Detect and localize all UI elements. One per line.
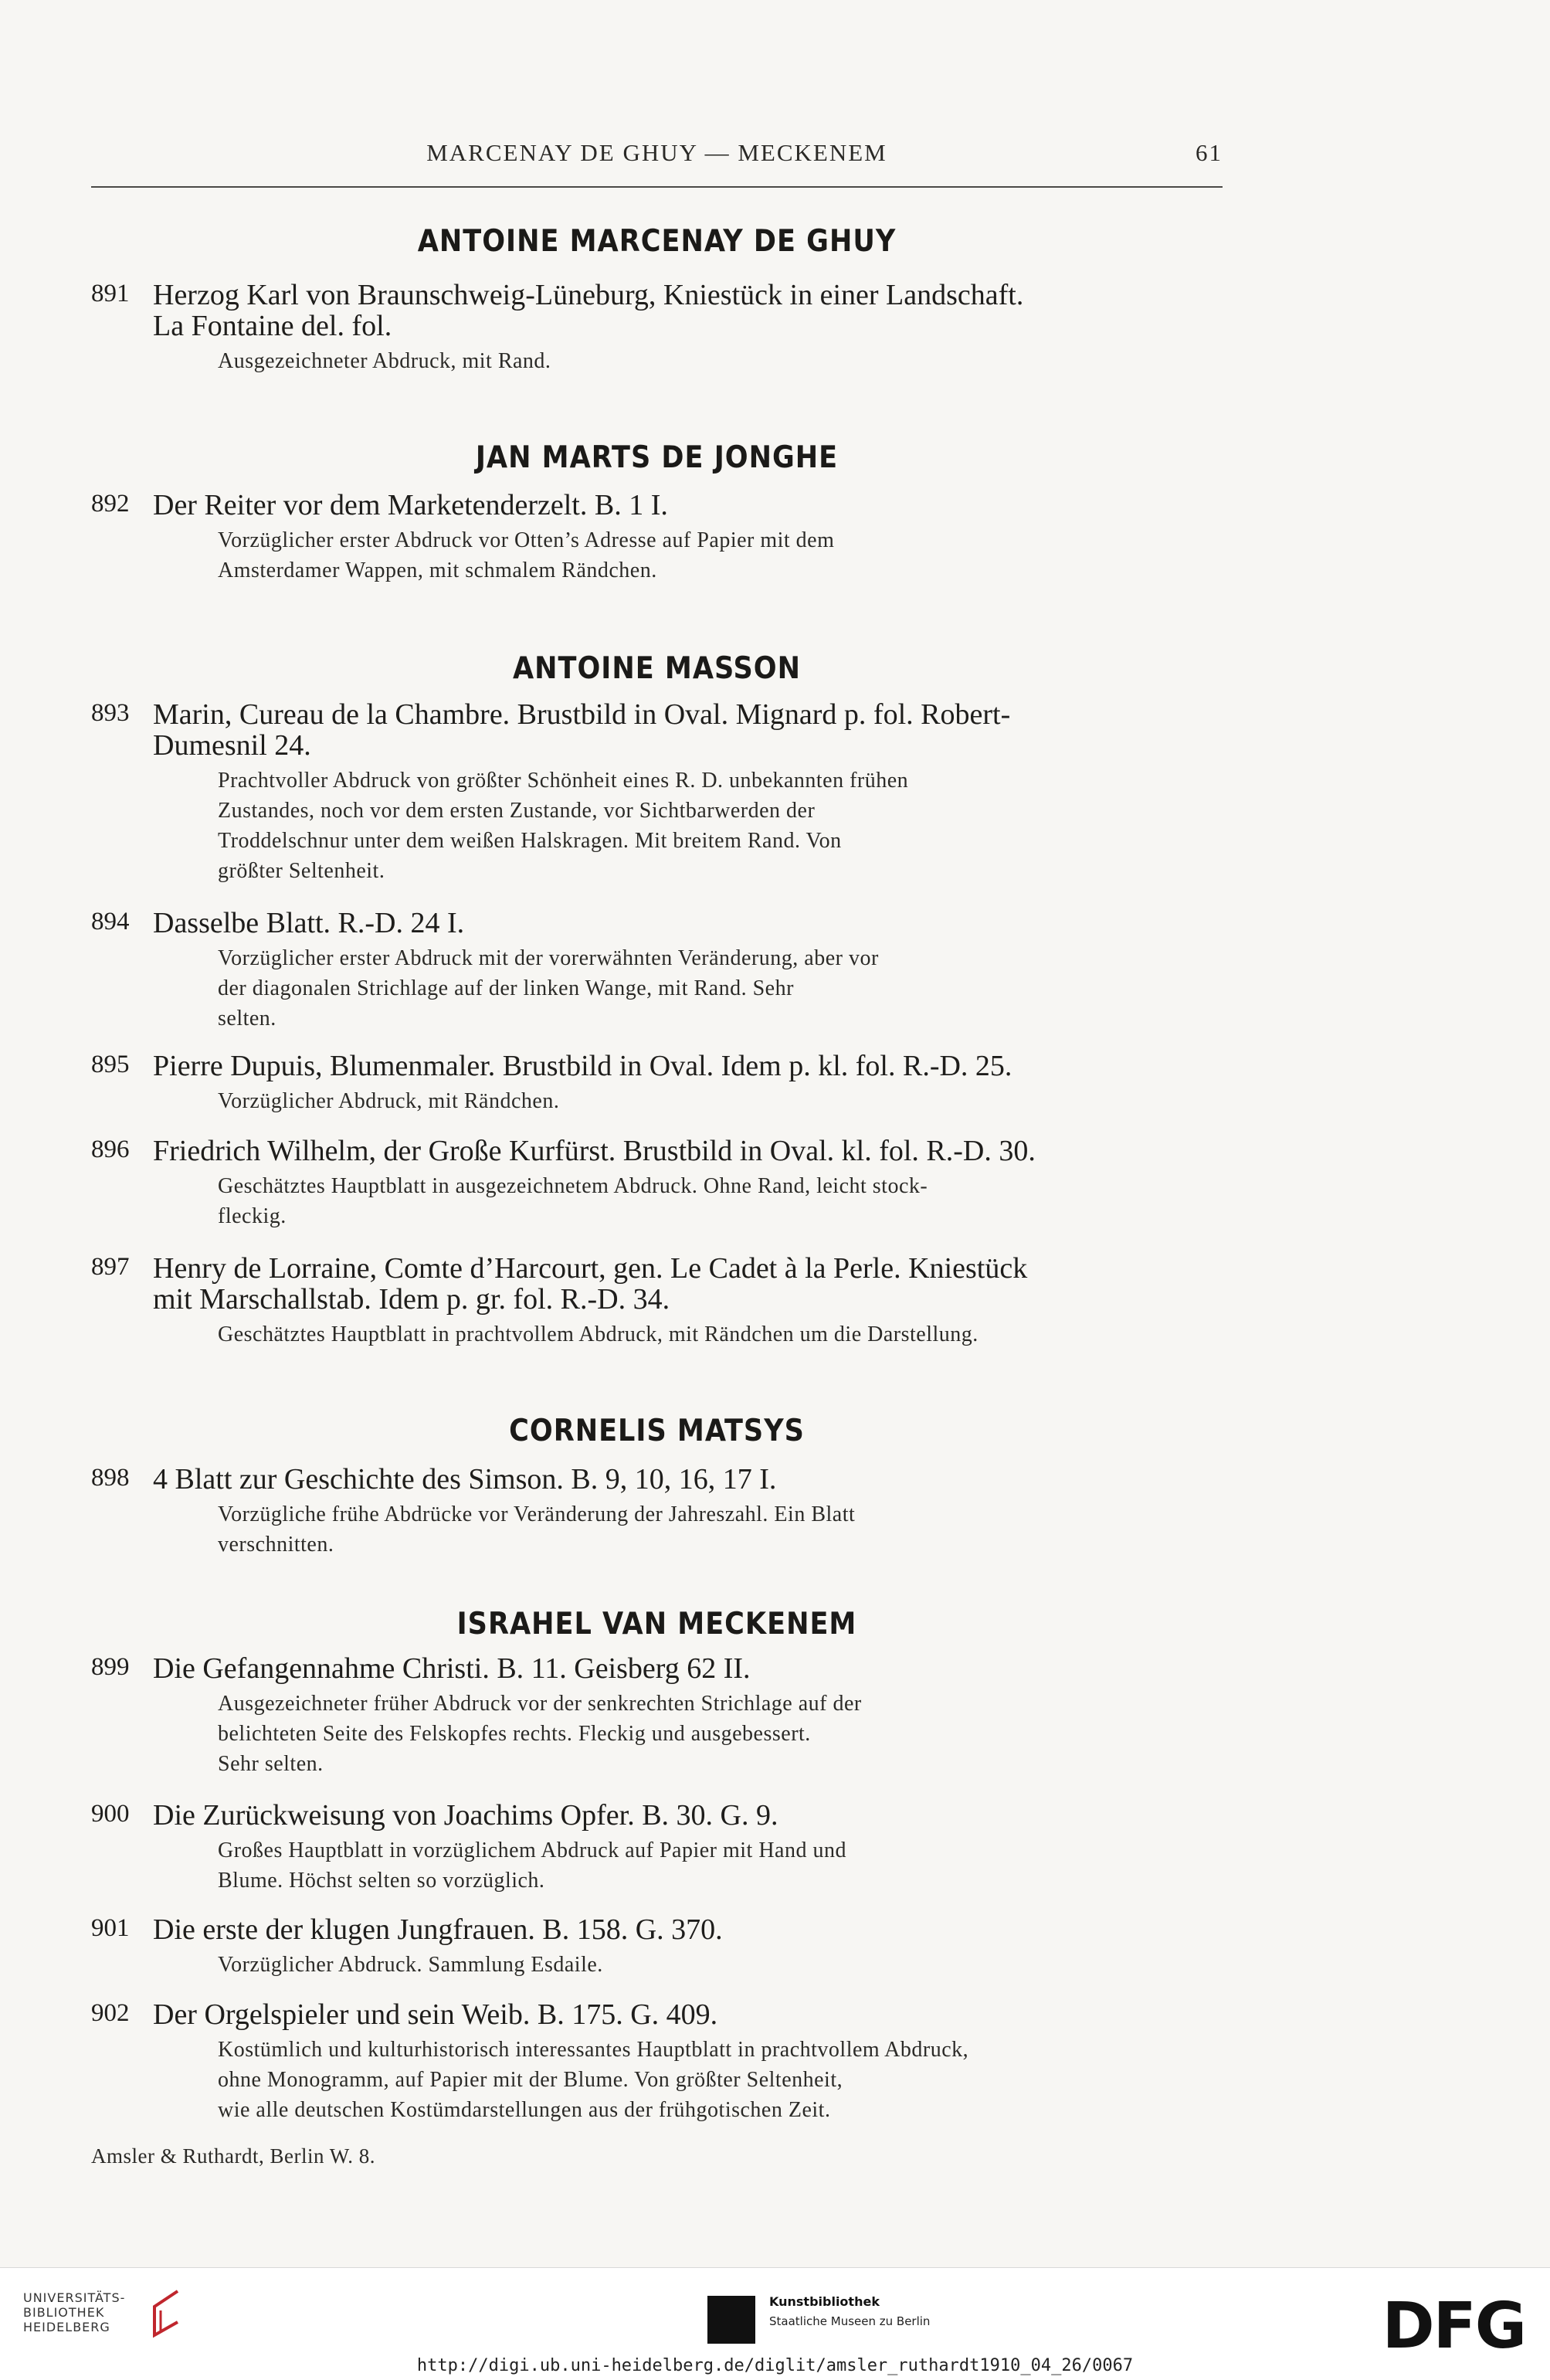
entry-condition-note [218,1835,1223,1896]
entry-note-line: größter Seltenheit. [218,859,385,883]
entry-note-line: Zustandes, noch vor dem ersten Zustande, vor Sichtbarwerden der [218,799,816,823]
entry-condition-note [218,1086,1223,1116]
entry-title [153,1914,1223,1945]
artist-heading: ANTOINE MASSON [513,651,801,686]
heidelberg-library-logo[interactable] [23,2287,209,2349]
entry-title-line: Die Zurückweisung von Joachims Opfer. B. 30. G. 9. [153,1799,778,1832]
kunstbibliothek-emblem-icon [707,2296,755,2344]
lot-number: 899 [91,1653,130,1681]
entry-title [153,1136,1223,1166]
entry-title [153,490,1223,521]
entry-title-line: Der Reiter vor dem Marketenderzelt. B. 1 I. [153,489,668,521]
digitization-footer [0,2267,1550,2380]
page-number: 61 [1196,139,1223,166]
entry-title-line: La Fontaine del. fol. [153,310,392,342]
entry-title-line: Herzog Karl von Braunschweig-Lüneburg, Kniestück in einer Landschaft. [153,279,1024,311]
entry-condition-note [218,943,1223,1034]
artist-heading: ANTOINE MARCENAY DE GHUY [417,224,897,259]
entry-note-line: Vorzüglicher erster Abdruck mit der vorerwähnten Veränderung, aber vor [218,946,879,970]
entry-note-line: Troddelschnur unter dem weißen Halskragen. Mit breitem Rand. Von [218,829,842,853]
printer-imprint: Amsler & Ruthardt, Berlin W. 8. [91,2144,375,2168]
library-emblem-icon [139,2287,185,2341]
entry-note-line: fleckig. [218,1204,287,1228]
entry-note-line: Kostümlich und kulturhistorisch interessantes Hauptblatt in prachtvollem Abdruck, [218,2038,969,2062]
entry-note-line: selten. [218,1007,276,1030]
running-head [91,139,1223,178]
entry-note-line: der diagonalen Strichlage auf der linken Wange, mit Rand. Sehr [218,976,794,1000]
entry-title-line: Der Orgelspieler und sein Weib. B. 175. G. 409. [153,1998,718,2031]
kunstbibliothek-title: Kunstbibliothek [769,2294,880,2309]
entry-note-line: Großes Hauptblatt in vorzüglichem Abdruck auf Papier mit Hand und [218,1838,846,1862]
entry-condition-note [218,2035,1223,2125]
lot-number: 895 [91,1051,130,1078]
entry-note-line: Amsterdamer Wappen, mit schmalem Rändchen. [218,559,657,582]
entry-title-line: Die Gefangennahme Christi. B. 11. Geisberg 62 II. [153,1652,751,1685]
kunstbibliothek-logo[interactable] [707,2285,970,2347]
permalink-url[interactable]: http://digi.ub.uni-heidelberg.de/diglit/amsler_ruthardt1910_04_26/0067 [416,2356,1134,2375]
entry-title [153,1051,1223,1081]
entry-title-line: Dumesnil 24. [153,729,311,762]
entry-title-line: mit Marschallstab. Idem p. gr. fol. R.-D. 34. [153,1283,670,1316]
lot-number: 897 [91,1253,130,1281]
lot-number: 900 [91,1800,130,1828]
entry-condition-note [218,1950,1223,1980]
entry-title-line: Marin, Cureau de la Chambre. Brustbild in Oval. Mignard p. fol. Robert- [153,698,1011,731]
entry-title-line: Die erste der klugen Jungfrauen. B. 158. G. 370. [153,1913,723,1946]
entry-title [153,1253,1223,1315]
entry-note-line: Blume. Höchst selten so vorzüglich. [218,1869,545,1893]
lot-number: 891 [91,280,130,307]
entry-condition-note [218,1689,1223,1779]
header-rule [91,186,1223,188]
entry-title [153,280,1223,341]
entry-condition-note [218,1499,1223,1560]
library-logo-text: UNIVERSITÄTS- BIBLIOTHEK HEIDELBERG [23,2290,126,2334]
entry-note-line: wie alle deutschen Kostümdarstellungen aus der frühgotischen Zeit. [218,2098,831,2122]
lot-number: 901 [91,1914,130,1942]
entry-title [153,1464,1223,1495]
entry-note-line: Vorzügliche frühe Abdrücke vor Veränderung der Jahreszahl. Ein Blatt [218,1502,856,1526]
lot-number: 894 [91,908,130,935]
entry-note-line: belichteten Seite des Felskopfes rechts. Fleckig und ausgebessert. [218,1722,811,1746]
artist-heading: CORNELIS MATSYS [509,1414,805,1448]
kunstbibliothek-subtitle: Staatliche Museen zu Berlin [769,2314,931,2328]
entry-condition-note [218,766,1223,886]
lot-number: 892 [91,490,130,518]
running-title: MARCENAY DE GHUY — MECKENEM [426,139,887,166]
entry-note-line: Prachtvoller Abdruck von größter Schönheit eines R. D. unbekannten frühen [218,769,909,793]
entry-note-line: Geschätztes Hauptblatt in ausgezeichnetem Abdruck. Ohne Rand, leicht stock- [218,1174,928,1198]
entry-condition-note [218,1171,1223,1231]
entry-title-line: Dasselbe Blatt. R.-D. 24 I. [153,907,465,939]
entry-note-line: Geschätztes Hauptblatt in prachtvollem Abdruck, mit Rändchen um die Darstellung. [218,1322,979,1346]
entry-title [153,699,1223,761]
entry-title [153,1800,1223,1831]
entry-condition-note [218,525,1223,586]
entry-condition-note [218,1319,1223,1350]
entry-note-line: Ausgezeichneter früher Abdruck vor der senkrechten Strichlage auf der [218,1692,862,1716]
lot-number: 893 [91,699,130,727]
entry-note-line: Vorzüglicher Abdruck. Sammlung Esdaile. [218,1953,603,1977]
lot-number: 898 [91,1464,130,1492]
entry-note-line: Vorzüglicher erster Abdruck vor Otten’s Adresse auf Papier mit dem [218,528,835,552]
entry-title [153,908,1223,939]
entry-title [153,1999,1223,2030]
entry-note-line: Vorzüglicher Abdruck, mit Rändchen. [218,1089,560,1113]
entry-title-line: Friedrich Wilhelm, der Große Kurfürst. Brustbild in Oval. kl. fol. R.-D. 30. [153,1135,1036,1167]
entry-condition-note [218,346,1223,376]
entry-note-line: Ausgezeichneter Abdruck, mit Rand. [218,349,551,373]
entry-title-line: 4 Blatt zur Geschichte des Simson. B. 9, 10, 16, 17 I. [153,1463,777,1496]
entry-note-line: verschnitten. [218,1533,334,1557]
entry-note-line: Sehr selten. [218,1752,324,1776]
entry-title-line: Pierre Dupuis, Blumenmaler. Brustbild in Oval. Idem p. kl. fol. R.-D. 25. [153,1050,1012,1082]
entry-title [153,1653,1223,1684]
artist-heading: JAN MARTS DE JONGHE [475,440,839,475]
entry-note-line: ohne Monogramm, auf Papier mit der Blume. Von größter Seltenheit, [218,2068,843,2092]
entry-title-line: Henry de Lorraine, Comte d’Harcourt, gen. Le Cadet à la Perle. Kniestück [153,1252,1028,1285]
lot-number: 896 [91,1136,130,1163]
lot-number: 902 [91,1999,130,2027]
artist-heading: ISRAHEL VAN MECKENEM [456,1607,857,1642]
dfg-logo[interactable]: DFG [1382,2290,1525,2363]
